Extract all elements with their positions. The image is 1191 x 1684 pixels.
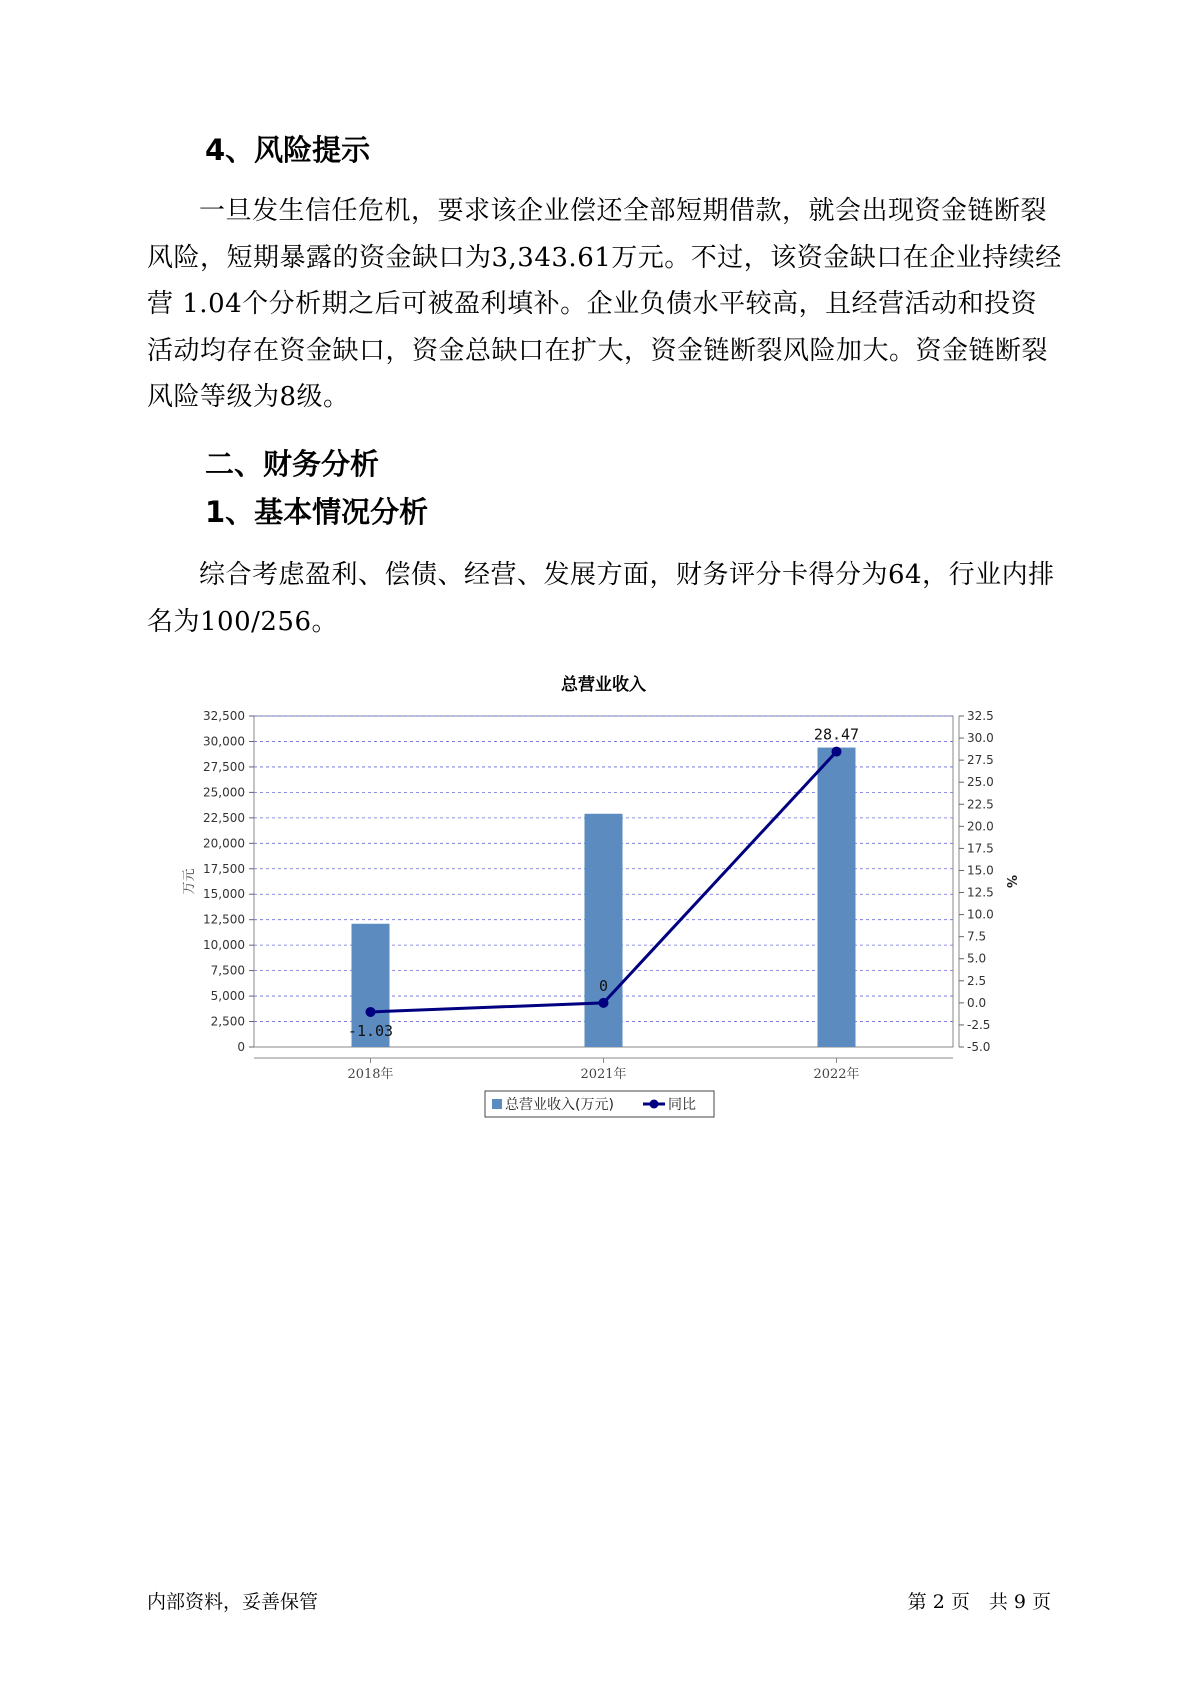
right-tick-label: -2.5: [967, 1017, 991, 1032]
right-tick-label: 17.5: [967, 841, 994, 856]
x-tick-label: 2018年: [347, 1067, 394, 1082]
risk-paragraph: 一旦发生信任危机，要求该企业偿还全部短期借款，就会出现资金链断裂风险，短期暴露的资金缺口为3,343.61万元。不过，该资金缺口在企业持续经营 1.04个分析期之后可被盈利填补。企业负债水平较高，且经营活动和投资活动均存在资金缺口，资金总缺口在扩大，资金链断裂风险加大。资金链断裂风险等级为8级。: [147, 196, 1062, 412]
x-tick-label: 2021年: [580, 1067, 627, 1082]
right-tick-label: 10.0: [967, 907, 994, 922]
left-tick-label: 25,000: [203, 785, 245, 800]
right-tick-label: 15.0: [967, 863, 994, 878]
left-tick-label: 10,000: [203, 938, 245, 953]
yoy-data-label: 28.47: [813, 725, 860, 744]
right-axis-title: %: [1003, 874, 1018, 889]
bar-2021年: [585, 814, 623, 1047]
left-axis-title: 万元: [182, 868, 197, 895]
footer-page-number: 第 2 页 共 9 页: [907, 1591, 1051, 1613]
legend-line-marker: [650, 1100, 659, 1109]
yoy-point: [832, 747, 842, 757]
right-tick-label: 5.0: [967, 951, 987, 966]
yoy-data-label: -1.03: [347, 1021, 394, 1040]
chart-title: 总营业收入: [561, 675, 646, 695]
right-tick-label: 27.5: [967, 753, 994, 768]
yoy-data-label: 0: [598, 976, 609, 995]
legend-bar-swatch: [492, 1099, 502, 1109]
legend-line-label: 同比: [668, 1097, 696, 1113]
yoy-point: [366, 1007, 376, 1017]
x-tick-label: 2022年: [813, 1067, 860, 1082]
right-tick-label: 30.0: [967, 731, 994, 746]
basic-paragraph: 综合考虑盈利、偿债、经营、发展方面，财务评分卡得分为64，行业内排名为100/256。: [147, 560, 1055, 637]
basic-heading: 1、基本情况分析: [205, 495, 429, 529]
right-tick-label: -5.0: [967, 1040, 991, 1054]
right-tick-label: 0.0: [967, 995, 987, 1010]
left-tick-label: 17,500: [203, 861, 245, 876]
finance-heading: 二、财务分析: [205, 447, 380, 481]
bar-2022年: [818, 748, 856, 1047]
risk-heading: 4、风险提示: [205, 133, 371, 167]
right-tick-label: 22.5: [967, 797, 994, 812]
left-tick-label: 27,500: [203, 759, 245, 774]
left-tick-label: 2,500: [210, 1014, 245, 1029]
right-tick-label: 12.5: [967, 885, 994, 900]
right-tick-label: 32.5: [967, 709, 994, 723]
right-tick-label: 25.0: [967, 775, 994, 790]
left-tick-label: 15,000: [203, 887, 245, 902]
left-tick-label: 32,500: [203, 709, 245, 723]
footer-confidential: 内部资料，妥善保管: [147, 1591, 319, 1613]
left-tick-label: 22,500: [203, 810, 245, 825]
right-tick-label: 20.0: [967, 819, 994, 834]
left-tick-label: 7,500: [210, 963, 245, 978]
right-tick-label: 2.5: [967, 973, 987, 988]
left-tick-label: 5,000: [210, 989, 245, 1004]
left-tick-label: 20,000: [203, 836, 245, 851]
left-tick-label: 0: [237, 1040, 245, 1054]
right-tick-label: 7.5: [967, 929, 987, 944]
left-tick-label: 30,000: [203, 734, 245, 749]
yoy-point: [599, 998, 609, 1008]
legend-bar-label: 总营业收入(万元): [505, 1097, 614, 1113]
left-tick-label: 12,500: [203, 912, 245, 927]
